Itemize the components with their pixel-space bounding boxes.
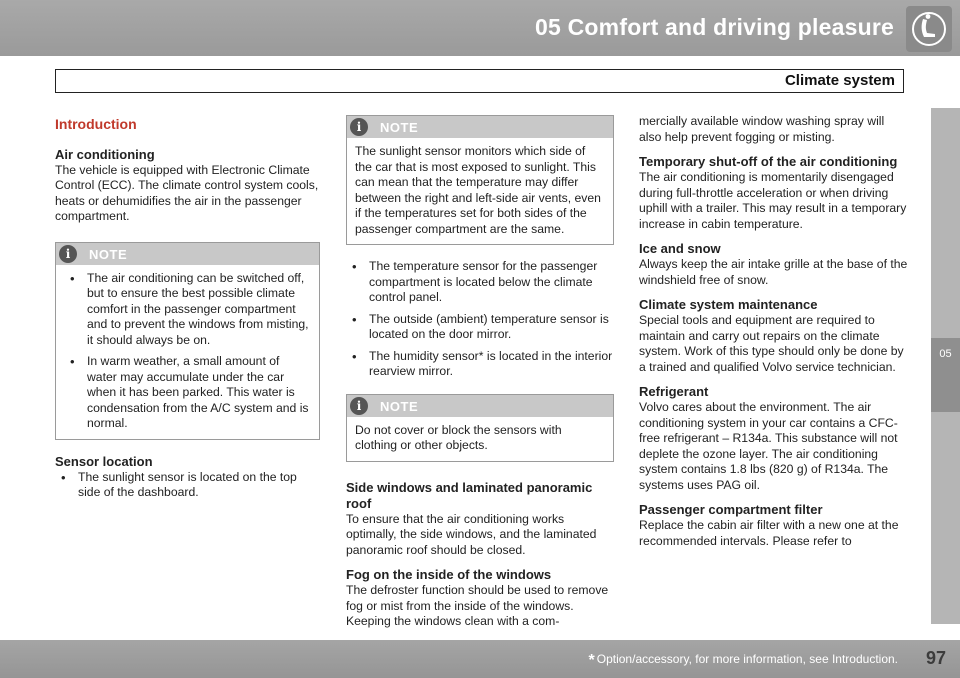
temp-shutoff-heading: Temporary shut-off of the air conditioning bbox=[639, 154, 898, 169]
list-item: • The humidity sensor* is located in the interior rearview mirror. bbox=[346, 349, 614, 380]
note-box bbox=[55, 242, 320, 440]
maintenance-heading: Climate system maintenance bbox=[639, 297, 818, 312]
section-bar bbox=[55, 69, 904, 93]
column-2 bbox=[346, 115, 614, 630]
ice-snow-body: Always keep the air intake grille at the base of the windshield free of snow. bbox=[639, 257, 908, 287]
side-windows-heading: Side windows and laminated panoramic roof bbox=[346, 479, 593, 511]
refrigerant-heading: Refrigerant bbox=[639, 384, 709, 399]
note-header bbox=[347, 395, 613, 417]
note-header bbox=[347, 116, 613, 138]
temp-shutoff-body: The air conditioning is momentarily disengaged during full-throttle acceleration or when driving uphill with a trailer. This may result in a temporary increase in cabin temperature. bbox=[639, 170, 907, 231]
list-item: • The air conditioning can be switched off, but to ensure the best possible climate comfort in the passenger compartment and to prevent the windows from misting, it should always be on. bbox=[64, 271, 311, 349]
page-number: 97 bbox=[925, 648, 946, 668]
fog-heading: Fog on the inside of the windows bbox=[346, 567, 552, 582]
note-label: NOTE bbox=[380, 398, 419, 414]
filter-body: Replace the cabin air filter with a new one at the recommended intervals. Please refer to bbox=[639, 518, 899, 548]
chapter-title: 05 Comfort and driving pleasure bbox=[535, 14, 894, 40]
seat-climate-icon bbox=[906, 6, 952, 52]
list-item: • The outside (ambient) temperature sensor is located on the door mirror. bbox=[346, 312, 614, 343]
sensor-location-heading: Sensor location bbox=[55, 453, 153, 469]
note-header bbox=[56, 243, 319, 265]
note-body: The sunlight sensor monitors which side of the car that is most exposed to sunlight. This can mean that the temperature may differ between the right and left-side air vents, even if the temperatures set for both sides of the passenger compartment are the same. bbox=[355, 144, 601, 236]
column-3 bbox=[639, 114, 909, 549]
footer-note bbox=[589, 652, 898, 670]
note-label: NOTE bbox=[380, 120, 419, 135]
column-1 bbox=[55, 114, 320, 501]
side-tab-number: 05 bbox=[939, 348, 952, 360]
info-icon: i bbox=[59, 245, 77, 263]
note-body: Do not cover or block the sensors with clothing or other objects. bbox=[355, 422, 562, 452]
continued-text: mercially available window washing spray will also help prevent fogging or misting. bbox=[639, 114, 885, 144]
ice-snow-heading: Ice and snow bbox=[639, 241, 721, 256]
list-item: • The temperature sensor for the passenger compartment is located below the climate control panel. bbox=[346, 259, 614, 306]
info-icon: i bbox=[350, 118, 368, 136]
asterisk-mark: * bbox=[588, 652, 595, 669]
chapter-side-tab bbox=[931, 338, 960, 412]
side-tab-top bbox=[931, 108, 960, 338]
intro-heading: Introduction bbox=[55, 116, 137, 132]
note-box bbox=[346, 115, 614, 245]
list-item: • In warm weather, a small amount of water may accumulate under the car when it has been parked. This water is condensation from the A/C system and is normal. bbox=[64, 354, 311, 432]
side-tab-bottom bbox=[931, 412, 960, 624]
note-box bbox=[346, 394, 614, 462]
air-conditioning-body: The vehicle is equipped with Electronic Climate Control (ECC). The climate control system cools, heats or dehumidifies the air in the passenger compartment. bbox=[55, 162, 319, 223]
maintenance-body: Special tools and equipment are required to maintain and carry out repairs on the climate system. Work of this type should only be done by a trained and qualified Volvo service technician. bbox=[639, 313, 904, 374]
fog-body: The defroster function should be used to remove fog or mist from the inside of the windows. Keeping the windows clean with a com- bbox=[346, 583, 609, 628]
footer-note-text: Option/accessory, for more information, see Introduction. bbox=[596, 652, 898, 666]
air-conditioning-heading: Air conditioning bbox=[55, 146, 155, 162]
info-icon: i bbox=[350, 397, 368, 415]
side-windows-body: To ensure that the air conditioning works optimally, the side windows, and the laminated panoramic roof should be closed. bbox=[346, 511, 597, 557]
filter-heading: Passenger compartment filter bbox=[639, 502, 823, 517]
section-title: Climate system bbox=[784, 72, 895, 89]
list-item: • The sunlight sensor is located on the top side of the dashboard. bbox=[55, 470, 320, 501]
refrigerant-body: Volvo cares about the environment. The air conditioning system in your car contains a CFC-free refrigerant – R134a. This substance will not deplete the ozone layer. The air conditioning system contains 1.8 lbs (820 g) of R134a. The systems uses PAG oil. bbox=[639, 400, 898, 492]
note-label: NOTE bbox=[89, 246, 128, 262]
